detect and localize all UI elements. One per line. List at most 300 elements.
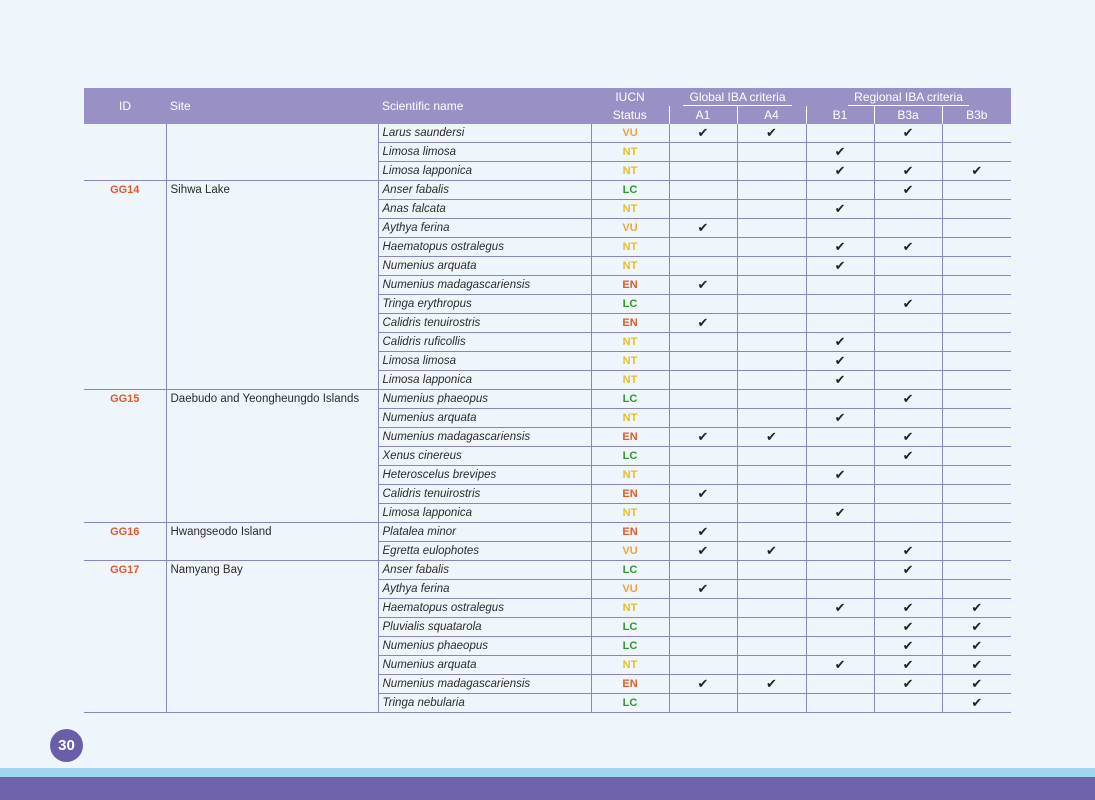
criterion-cell-a1 [669, 637, 737, 656]
criterion-cell-b3a [874, 599, 942, 618]
criterion-cell-b3b [942, 523, 1011, 542]
check-icon: ✔ [971, 619, 983, 634]
table-row [84, 561, 1011, 580]
iucn-status: LC [591, 390, 669, 409]
site-name [166, 124, 378, 181]
scientific-name: Egretta eulophotes [378, 542, 591, 561]
criterion-cell-a4 [737, 314, 806, 333]
criterion-cell-b3b [942, 219, 1011, 238]
criterion-cell-b3a [874, 504, 942, 523]
check-icon: ✔ [834, 600, 846, 615]
header-criterion-b3a: B3a [874, 106, 942, 124]
criterion-cell-a4 [737, 333, 806, 352]
iucn-status: EN [591, 314, 669, 333]
check-icon: ✔ [834, 657, 846, 672]
iucn-status: NT [591, 599, 669, 618]
criterion-cell-a1 [669, 181, 737, 200]
criterion-cell-b3b [942, 257, 1011, 276]
check-icon: ✔ [902, 182, 914, 197]
criterion-cell-b1 [806, 447, 874, 466]
criterion-cell-a4 [737, 618, 806, 637]
scientific-name: Numenius madagascariensis [378, 276, 591, 295]
check-icon: ✔ [834, 467, 846, 482]
criterion-cell-a4 [737, 675, 806, 694]
criterion-cell-b3a [874, 219, 942, 238]
criterion-cell-b3a [874, 466, 942, 485]
iucn-status: EN [591, 428, 669, 447]
site-id: GG16 [84, 523, 166, 561]
criterion-cell-b1 [806, 276, 874, 295]
criterion-cell-b1 [806, 219, 874, 238]
scientific-name: Anser fabalis [378, 561, 591, 580]
criterion-cell-b3b [942, 561, 1011, 580]
iucn-status: EN [591, 276, 669, 295]
check-icon: ✔ [902, 600, 914, 615]
header-criterion-b1: B1 [806, 106, 874, 124]
criterion-cell-b3b [942, 580, 1011, 599]
criterion-cell-b3b [942, 466, 1011, 485]
criterion-cell-a4 [737, 295, 806, 314]
check-icon: ✔ [971, 695, 983, 710]
site-name: Sihwa Lake [166, 181, 378, 390]
criterion-cell-a1 [669, 447, 737, 466]
criterion-cell-b3b [942, 694, 1011, 713]
scientific-name: Pluvialis squatarola [378, 618, 591, 637]
criterion-cell-a4 [737, 523, 806, 542]
criterion-cell-b3b [942, 124, 1011, 143]
scientific-name: Haematopus ostralegus [378, 238, 591, 257]
header-criterion-a4: A4 [737, 106, 806, 124]
criterion-cell-b1 [806, 295, 874, 314]
iucn-status: NT [591, 238, 669, 257]
check-icon: ✔ [902, 296, 914, 311]
criterion-cell-b3b [942, 485, 1011, 504]
scientific-name: Anas falcata [378, 200, 591, 219]
table-row [84, 523, 1011, 542]
check-icon: ✔ [834, 144, 846, 159]
iucn-status: EN [591, 675, 669, 694]
criterion-cell-b3b [942, 333, 1011, 352]
criterion-cell-b1 [806, 352, 874, 371]
criterion-cell-b3b [942, 238, 1011, 257]
criterion-cell-a1 [669, 599, 737, 618]
scientific-name: Numenius arquata [378, 409, 591, 428]
criterion-cell-a1 [669, 143, 737, 162]
criterion-cell-b1 [806, 618, 874, 637]
scientific-name: Heteroscelus brevipes [378, 466, 591, 485]
check-icon: ✔ [697, 543, 709, 558]
criterion-cell-a1 [669, 485, 737, 504]
criterion-cell-a4 [737, 656, 806, 675]
criterion-cell-b3a [874, 409, 942, 428]
criterion-cell-b1 [806, 637, 874, 656]
criterion-cell-b3b [942, 352, 1011, 371]
site-name: Hwangseodo Island [166, 523, 378, 561]
check-icon: ✔ [902, 543, 914, 558]
criterion-cell-b3b [942, 295, 1011, 314]
check-icon: ✔ [902, 429, 914, 444]
header-global-criteria-label: Global IBA criteria [683, 90, 791, 106]
criterion-cell-a4 [737, 580, 806, 599]
scientific-name: Limosa lapponica [378, 504, 591, 523]
criterion-cell-b3a [874, 333, 942, 352]
header-status: Status [591, 106, 669, 124]
criterion-cell-b3b [942, 637, 1011, 656]
criterion-cell-b3a [874, 371, 942, 390]
criterion-cell-a1 [669, 504, 737, 523]
criterion-cell-a1 [669, 257, 737, 276]
criterion-cell-b3b [942, 314, 1011, 333]
criterion-cell-b3a [874, 523, 942, 542]
header-iucn: IUCN [591, 88, 669, 106]
criterion-cell-b1 [806, 371, 874, 390]
criterion-cell-b3a [874, 675, 942, 694]
scientific-name: Numenius madagascariensis [378, 675, 591, 694]
criterion-cell-b3b [942, 447, 1011, 466]
site-name: Namyang Bay [166, 561, 378, 713]
criterion-cell-b1 [806, 238, 874, 257]
scientific-name: Xenus cinereus [378, 447, 591, 466]
check-icon: ✔ [697, 277, 709, 292]
criterion-cell-b3b [942, 599, 1011, 618]
header-regional-criteria-label: Regional IBA criteria [848, 90, 969, 106]
criterion-cell-a1 [669, 333, 737, 352]
iucn-status: LC [591, 694, 669, 713]
iucn-status: LC [591, 618, 669, 637]
check-icon: ✔ [834, 334, 846, 349]
check-icon: ✔ [971, 638, 983, 653]
check-icon: ✔ [902, 391, 914, 406]
criterion-cell-b1 [806, 542, 874, 561]
check-icon: ✔ [902, 619, 914, 634]
header-criterion-b3b: B3b [942, 106, 1011, 124]
iucn-status: LC [591, 447, 669, 466]
scientific-name: Platalea minor [378, 523, 591, 542]
criterion-cell-b1 [806, 694, 874, 713]
site-id: GG14 [84, 181, 166, 390]
check-icon: ✔ [834, 163, 846, 178]
criterion-cell-a4 [737, 162, 806, 181]
criterion-cell-b1 [806, 504, 874, 523]
criterion-cell-a4 [737, 143, 806, 162]
table-row [84, 181, 1011, 200]
table-row [84, 390, 1011, 409]
check-icon: ✔ [971, 600, 983, 615]
criterion-cell-a4 [737, 390, 806, 409]
criterion-cell-a1 [669, 523, 737, 542]
scientific-name: Calidris tenuirostris [378, 485, 591, 504]
iucn-status: NT [591, 257, 669, 276]
criterion-cell-b3b [942, 181, 1011, 200]
criterion-cell-b3a [874, 143, 942, 162]
site-id: GG15 [84, 390, 166, 523]
criterion-cell-a4 [737, 561, 806, 580]
criterion-cell-b1 [806, 656, 874, 675]
criterion-cell-a4 [737, 124, 806, 143]
site-id [84, 124, 166, 181]
iucn-status: LC [591, 637, 669, 656]
criterion-cell-b3b [942, 143, 1011, 162]
criterion-cell-a4 [737, 637, 806, 656]
criterion-cell-a1 [669, 656, 737, 675]
check-icon: ✔ [902, 239, 914, 254]
criterion-cell-b3a [874, 257, 942, 276]
criterion-cell-b3a [874, 314, 942, 333]
criterion-cell-a1 [669, 618, 737, 637]
iucn-status: NT [591, 371, 669, 390]
scientific-name: Numenius phaeopus [378, 390, 591, 409]
criterion-cell-b1 [806, 181, 874, 200]
criterion-cell-a4 [737, 200, 806, 219]
check-icon: ✔ [902, 125, 914, 140]
iucn-status: EN [591, 523, 669, 542]
criterion-cell-b3a [874, 656, 942, 675]
criterion-cell-b3a [874, 485, 942, 504]
scientific-name: Numenius phaeopus [378, 637, 591, 656]
check-icon: ✔ [697, 315, 709, 330]
criterion-cell-b3a [874, 124, 942, 143]
criterion-cell-b3b [942, 371, 1011, 390]
check-icon: ✔ [766, 429, 777, 444]
header-id: ID [84, 88, 166, 124]
iucn-status: NT [591, 466, 669, 485]
header-criterion-a1: A1 [669, 106, 737, 124]
criterion-cell-a4 [737, 352, 806, 371]
criterion-cell-a1 [669, 390, 737, 409]
check-icon: ✔ [834, 372, 846, 387]
header-global-criteria [669, 88, 806, 106]
scientific-name: Tringa erythropus [378, 295, 591, 314]
criterion-cell-b3b [942, 276, 1011, 295]
table-row [84, 124, 1011, 143]
scientific-name: Haematopus ostralegus [378, 599, 591, 618]
criterion-cell-b3b [942, 390, 1011, 409]
criterion-cell-b1 [806, 466, 874, 485]
check-icon: ✔ [697, 486, 709, 501]
criterion-cell-b3a [874, 390, 942, 409]
criterion-cell-a1 [669, 162, 737, 181]
header-scientific-name: Scientific name [378, 88, 591, 124]
criterion-cell-a4 [737, 276, 806, 295]
criterion-cell-b1 [806, 599, 874, 618]
criterion-cell-b3a [874, 694, 942, 713]
criterion-cell-a1 [669, 238, 737, 257]
scientific-name: Limosa lapponica [378, 162, 591, 181]
criterion-cell-a1 [669, 675, 737, 694]
criterion-cell-a4 [737, 257, 806, 276]
criterion-cell-a4 [737, 428, 806, 447]
criterion-cell-b1 [806, 143, 874, 162]
check-icon: ✔ [766, 543, 777, 558]
check-icon: ✔ [902, 448, 914, 463]
criterion-cell-b1 [806, 200, 874, 219]
criterion-cell-a4 [737, 542, 806, 561]
scientific-name: Aythya ferina [378, 580, 591, 599]
criterion-cell-a1 [669, 219, 737, 238]
check-icon: ✔ [971, 676, 983, 691]
check-icon: ✔ [902, 657, 914, 672]
iucn-status: VU [591, 580, 669, 599]
check-icon: ✔ [902, 676, 914, 691]
scientific-name: Tringa nebularia [378, 694, 591, 713]
scientific-name: Aythya ferina [378, 219, 591, 238]
check-icon: ✔ [834, 201, 846, 216]
criterion-cell-a4 [737, 447, 806, 466]
check-icon: ✔ [834, 505, 846, 520]
check-icon: ✔ [766, 676, 777, 691]
scientific-name: Limosa limosa [378, 143, 591, 162]
page-number: 30 [50, 729, 83, 762]
check-icon: ✔ [697, 429, 709, 444]
criterion-cell-b3a [874, 276, 942, 295]
criterion-cell-b1 [806, 390, 874, 409]
criterion-cell-b3a [874, 238, 942, 257]
criterion-cell-b3a [874, 200, 942, 219]
criterion-cell-a1 [669, 200, 737, 219]
criterion-cell-a1 [669, 314, 737, 333]
criterion-cell-a1 [669, 124, 737, 143]
check-icon: ✔ [697, 676, 709, 691]
site-name: Daebudo and Yeongheungdo Islands [166, 390, 378, 523]
site-id: GG17 [84, 561, 166, 713]
check-icon: ✔ [971, 657, 983, 672]
criterion-cell-b1 [806, 561, 874, 580]
criterion-cell-a4 [737, 219, 806, 238]
criterion-cell-a4 [737, 466, 806, 485]
iucn-status: NT [591, 352, 669, 371]
criterion-cell-b3b [942, 542, 1011, 561]
scientific-name: Calidris ruficollis [378, 333, 591, 352]
check-icon: ✔ [697, 220, 709, 235]
criterion-cell-a4 [737, 599, 806, 618]
check-icon: ✔ [697, 524, 709, 539]
iucn-status: LC [591, 181, 669, 200]
scientific-name: Numenius madagascariensis [378, 428, 591, 447]
criterion-cell-a1 [669, 428, 737, 447]
criterion-cell-a1 [669, 371, 737, 390]
criterion-cell-b3b [942, 618, 1011, 637]
iucn-status: VU [591, 219, 669, 238]
scientific-name: Calidris tenuirostris [378, 314, 591, 333]
criterion-cell-b3a [874, 295, 942, 314]
criterion-cell-b1 [806, 523, 874, 542]
criterion-cell-a1 [669, 295, 737, 314]
criterion-cell-a1 [669, 352, 737, 371]
iucn-status: NT [591, 143, 669, 162]
criterion-cell-b3a [874, 428, 942, 447]
scientific-name: Larus saundersi [378, 124, 591, 143]
check-icon: ✔ [971, 163, 983, 178]
check-icon: ✔ [834, 258, 846, 273]
criterion-cell-a4 [737, 504, 806, 523]
criterion-cell-b3a [874, 580, 942, 599]
footer-bar [0, 777, 1095, 800]
criterion-cell-b3b [942, 409, 1011, 428]
iucn-status: NT [591, 333, 669, 352]
criterion-cell-b1 [806, 428, 874, 447]
iucn-status: VU [591, 542, 669, 561]
iucn-status: LC [591, 295, 669, 314]
criterion-cell-b3b [942, 656, 1011, 675]
iba-criteria-table [84, 88, 1011, 713]
scientific-name: Limosa lapponica [378, 371, 591, 390]
criterion-cell-b1 [806, 675, 874, 694]
check-icon: ✔ [697, 125, 709, 140]
criterion-cell-a1 [669, 276, 737, 295]
criterion-cell-b3a [874, 561, 942, 580]
criterion-cell-a1 [669, 561, 737, 580]
iucn-status: NT [591, 656, 669, 675]
criterion-cell-a4 [737, 181, 806, 200]
check-icon: ✔ [834, 353, 846, 368]
criterion-cell-b3a [874, 618, 942, 637]
iucn-status: VU [591, 124, 669, 143]
check-icon: ✔ [834, 239, 846, 254]
scientific-name: Numenius arquata [378, 257, 591, 276]
check-icon: ✔ [766, 125, 777, 140]
criterion-cell-b1 [806, 333, 874, 352]
iucn-status: NT [591, 162, 669, 181]
criterion-cell-b3a [874, 542, 942, 561]
criterion-cell-a4 [737, 371, 806, 390]
criterion-cell-a1 [669, 694, 737, 713]
iucn-status: EN [591, 485, 669, 504]
scientific-name: Anser fabalis [378, 181, 591, 200]
footer-stripe [0, 768, 1095, 777]
criterion-cell-a1 [669, 542, 737, 561]
table-body [84, 124, 1011, 713]
criterion-cell-a4 [737, 409, 806, 428]
scientific-name: Limosa limosa [378, 352, 591, 371]
check-icon: ✔ [902, 163, 914, 178]
criterion-cell-b1 [806, 485, 874, 504]
table-header [84, 88, 1011, 124]
criterion-cell-a4 [737, 238, 806, 257]
header-regional-criteria [806, 88, 1011, 106]
check-icon: ✔ [834, 410, 846, 425]
iucn-status: NT [591, 504, 669, 523]
criterion-cell-a4 [737, 485, 806, 504]
criterion-cell-b3b [942, 504, 1011, 523]
criterion-cell-b1 [806, 409, 874, 428]
scientific-name: Numenius arquata [378, 656, 591, 675]
criterion-cell-b3a [874, 447, 942, 466]
criterion-cell-b3a [874, 352, 942, 371]
criterion-cell-a4 [737, 694, 806, 713]
criterion-cell-a1 [669, 580, 737, 599]
iucn-status: LC [591, 561, 669, 580]
iucn-status: NT [591, 200, 669, 219]
criterion-cell-b1 [806, 124, 874, 143]
header-site: Site [166, 88, 378, 124]
criterion-cell-b3a [874, 181, 942, 200]
criterion-cell-a1 [669, 466, 737, 485]
criterion-cell-b3b [942, 162, 1011, 181]
check-icon: ✔ [902, 638, 914, 653]
criterion-cell-b1 [806, 580, 874, 599]
criterion-cell-b3b [942, 675, 1011, 694]
criterion-cell-b3b [942, 428, 1011, 447]
check-icon: ✔ [697, 581, 709, 596]
criterion-cell-b3a [874, 637, 942, 656]
check-icon: ✔ [902, 562, 914, 577]
criterion-cell-b3a [874, 162, 942, 181]
iucn-status: NT [591, 409, 669, 428]
criterion-cell-b1 [806, 162, 874, 181]
criterion-cell-a1 [669, 409, 737, 428]
criterion-cell-b1 [806, 257, 874, 276]
criterion-cell-b1 [806, 314, 874, 333]
